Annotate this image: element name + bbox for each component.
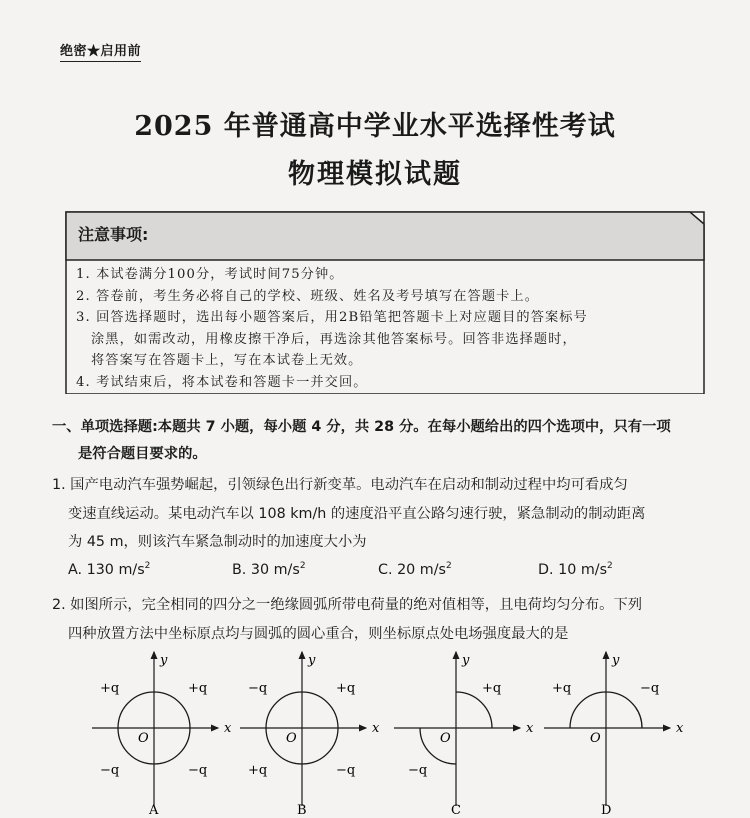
- question-line: 2. 如图所示，完全相同的四分之一绝缘圆弧所带电荷量的绝对值相等，且电荷均匀分布。下列: [52, 597, 643, 613]
- exam-title: 2025 年普通高中学业水平选择性考试: [134, 111, 616, 142]
- notice-item: 4. 考试结束后，将本试卷和答题卡一并交回。: [76, 374, 368, 390]
- exam-subtitle: 物理模拟试题: [288, 159, 462, 190]
- svg-text:O: O: [590, 731, 601, 746]
- charge-label: −q: [248, 681, 268, 696]
- confidential-label: 绝密★启用前: [60, 40, 141, 62]
- figure-a: [92, 652, 232, 818]
- svg-text:y: y: [462, 653, 470, 668]
- charge-label: +q: [482, 681, 502, 696]
- figure-label: B: [297, 803, 307, 818]
- charge-label: −q: [100, 763, 120, 778]
- charge-label: +q: [188, 681, 208, 696]
- figure-label: C: [451, 803, 461, 818]
- svg-text:O: O: [286, 731, 297, 746]
- svg-text:x: x: [224, 721, 232, 736]
- charge-label: +q: [552, 681, 572, 696]
- svg-text:x: x: [676, 721, 684, 736]
- svg-text:y: y: [612, 653, 620, 668]
- charge-label: −q: [408, 763, 428, 778]
- question-line: 四种放置方法中坐标原点均与圆弧的圆心重合，则坐标原点处电场强度最大的是: [68, 625, 569, 642]
- charge-label: −q: [640, 681, 660, 696]
- section-line: 是符合题目要求的。: [78, 446, 207, 462]
- notice-item: 涂黑，如需改动，用橡皮擦干净后，再选涂其他答案标号。回答非选择题时，: [91, 331, 577, 347]
- svg-text:O: O: [440, 731, 451, 746]
- notice-item: 将答案写在答题卡上，写在本试卷上无效。: [91, 353, 363, 368]
- figure-label: A: [149, 803, 159, 818]
- charge-label: +q: [248, 763, 268, 778]
- option-c: C. 20 $m/s^2$: [378, 561, 452, 578]
- notice-item: 3. 回答选择题时，选出每小题答案后，用2B铅笔把答题卡上对应题目的答案标号: [76, 310, 588, 325]
- svg-text:y: y: [308, 653, 316, 668]
- svg-text:x: x: [372, 721, 380, 736]
- notice-list: [76, 264, 694, 393]
- question-1: [52, 471, 712, 557]
- svg-text:O: O: [138, 731, 149, 746]
- figure-d: [544, 652, 684, 818]
- option-b: B. 30 $m/s^2$: [232, 561, 306, 578]
- charge-label: +q: [100, 681, 120, 696]
- option-d: D. 10 $m/s^2$: [538, 561, 613, 578]
- question-line: 为 45 m，则该汽车紧急制动时的加速度大小为: [68, 534, 367, 550]
- charge-label: +q: [336, 681, 356, 696]
- notice-item: 2. 答卷前，考生务必将自己的学校、班级、姓名及考号填写在答题卡上。: [76, 288, 539, 304]
- charge-label: −q: [336, 763, 356, 778]
- section-line: 一、单项选择题:本题共 7 小题，每小题 4 分，共 28 分。在每小题给出的四个选项中，只有一项: [52, 419, 671, 435]
- svg-text:y: y: [160, 653, 168, 668]
- figure-b: [240, 652, 380, 818]
- notice-heading: 注意事项:: [78, 225, 149, 244]
- question-line: 变速直线运动。某电动汽车以 108 km/h 的速度沿平直公路匀速行驶，紧急制动的制动距离: [68, 505, 646, 522]
- question-line: 1. 国产电动汽车强势崛起，引领绿色出行新变革。电动汽车在启动和制动过程中均可看成匀: [52, 477, 628, 493]
- notice-item: 1. 本试卷满分100分，考试时间75分钟。: [76, 267, 344, 282]
- figure-c: [394, 652, 534, 818]
- svg-text:x: x: [526, 721, 534, 736]
- charge-label: −q: [188, 763, 208, 778]
- charge-diagrams: [0, 640, 750, 818]
- figure-label: D: [601, 803, 612, 818]
- section-heading: [52, 414, 712, 468]
- option-a: A. 130 $m/s^2$: [68, 561, 151, 578]
